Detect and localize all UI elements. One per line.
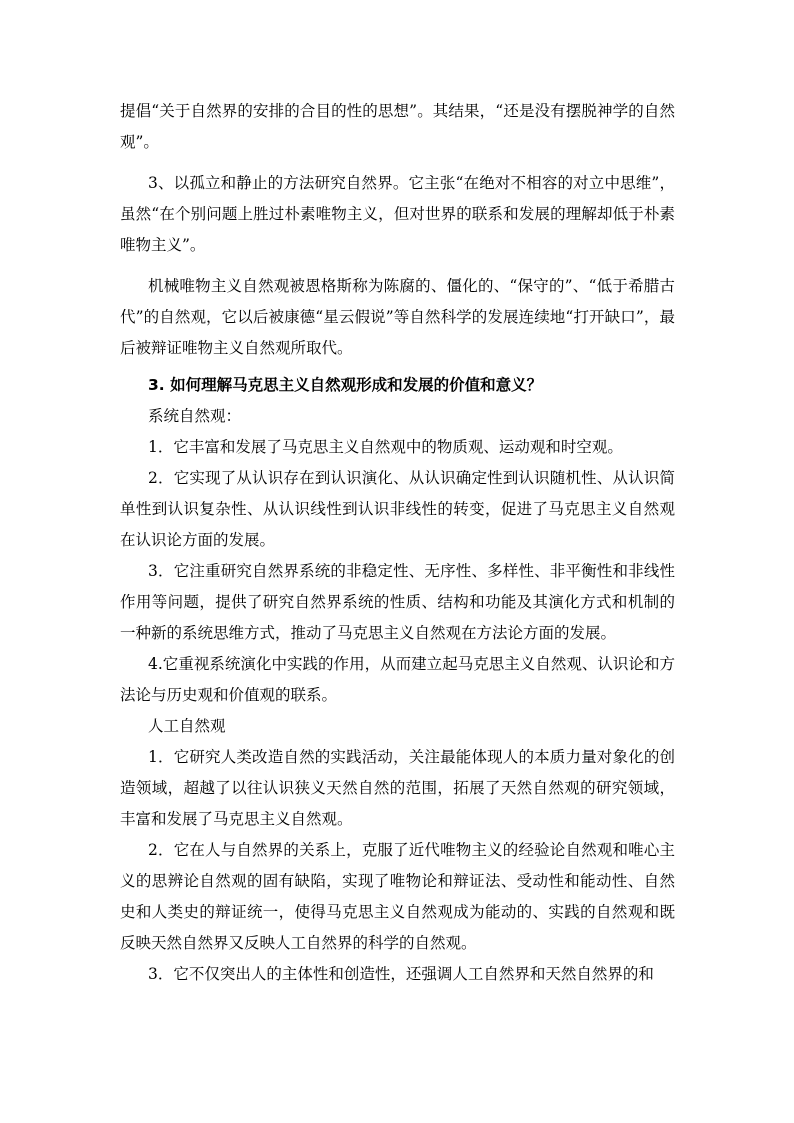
paragraph-isolated-static-method: 3、以孤立和静止的方法研究自然界。它主张“在绝对不相容的对立中思维”，虽然“在个别问题上胜过朴素唯物主义，但对世界的联系和发展的理解却低于朴素唯物主义”。 bbox=[120, 174, 675, 254]
paragraph-mechanical-materialism: 机械唯物主义自然观被恩格斯称为陈腐的、僵化的、“保守的”、“低于希腊古代”的自然观，它以后被康德“星云假说”等自然科学的发展连续地“打开缺口”，最后被辩证唯物主义自然观所取代。 bbox=[120, 277, 675, 357]
list-item-system-2: 2．它实现了从认识存在到认识演化、从认识确定性到认识随机性、从认识简单性到认识复杂性、从认识线性到认识非线性的转变，促进了马克思主义自然观在认识论方面的发展。 bbox=[120, 469, 675, 549]
list-item-system-4: 4.它重视系统演化中实践的作用，从而建立起马克思主义自然观、认识论和方法论与历史观和价值观的联系。 bbox=[120, 655, 675, 704]
document-page bbox=[120, 96, 675, 990]
section-label-artificial-nature-view: 人工自然观 bbox=[148, 717, 226, 735]
list-item-system-3: 3．它注重研究自然界系统的非稳定性、无序性、多样性、非平衡性和非线性作用等问题，提供了研究自然界系统的性质、结构和功能及其演化方式和机制的一种新的系统思维方式，推动了马克思主义自然观在方法论方面的发展。 bbox=[120, 562, 675, 642]
list-item-system-1: 1．它丰富和发展了马克思主义自然观中的物质观、运动观和时空观。 bbox=[148, 438, 623, 456]
question-heading: 3. 如何理解马克思主义自然观形成和发展的价值和意义？ bbox=[148, 376, 543, 394]
paragraph-teleology-continued: 提倡“关于自然界的安排的合目的性的思想”。其结果，“还是没有摆脱神学的自然观”。 bbox=[120, 102, 675, 151]
list-item-artificial-3: 3．它不仅突出人的主体性和创造性，还强调人工自然界和天然自然界的和 bbox=[148, 965, 654, 983]
list-item-artificial-1: 1．它研究人类改造自然的实践活动，关注最能体现人的本质力量对象化的创造领域，超越了以往认识狭义天然自然的范围，拓展了天然自然观的研究领域，丰富和发展了马克思主义自然观。 bbox=[120, 748, 675, 828]
section-label-system-nature-view: 系统自然观： bbox=[148, 407, 242, 425]
list-item-artificial-2: 2．它在人与自然界的关系上，克服了近代唯物主义的经验论自然观和唯心主义的思辨论自然观的固有缺陷，实现了唯物论和辩证法、受动性和能动性、自然史和人类史的辩证统一，使得马克思主义自然观成为能动的、实践的自然观和既反映天然自然界又反映人工自然界的科学的自然观。 bbox=[120, 841, 675, 952]
